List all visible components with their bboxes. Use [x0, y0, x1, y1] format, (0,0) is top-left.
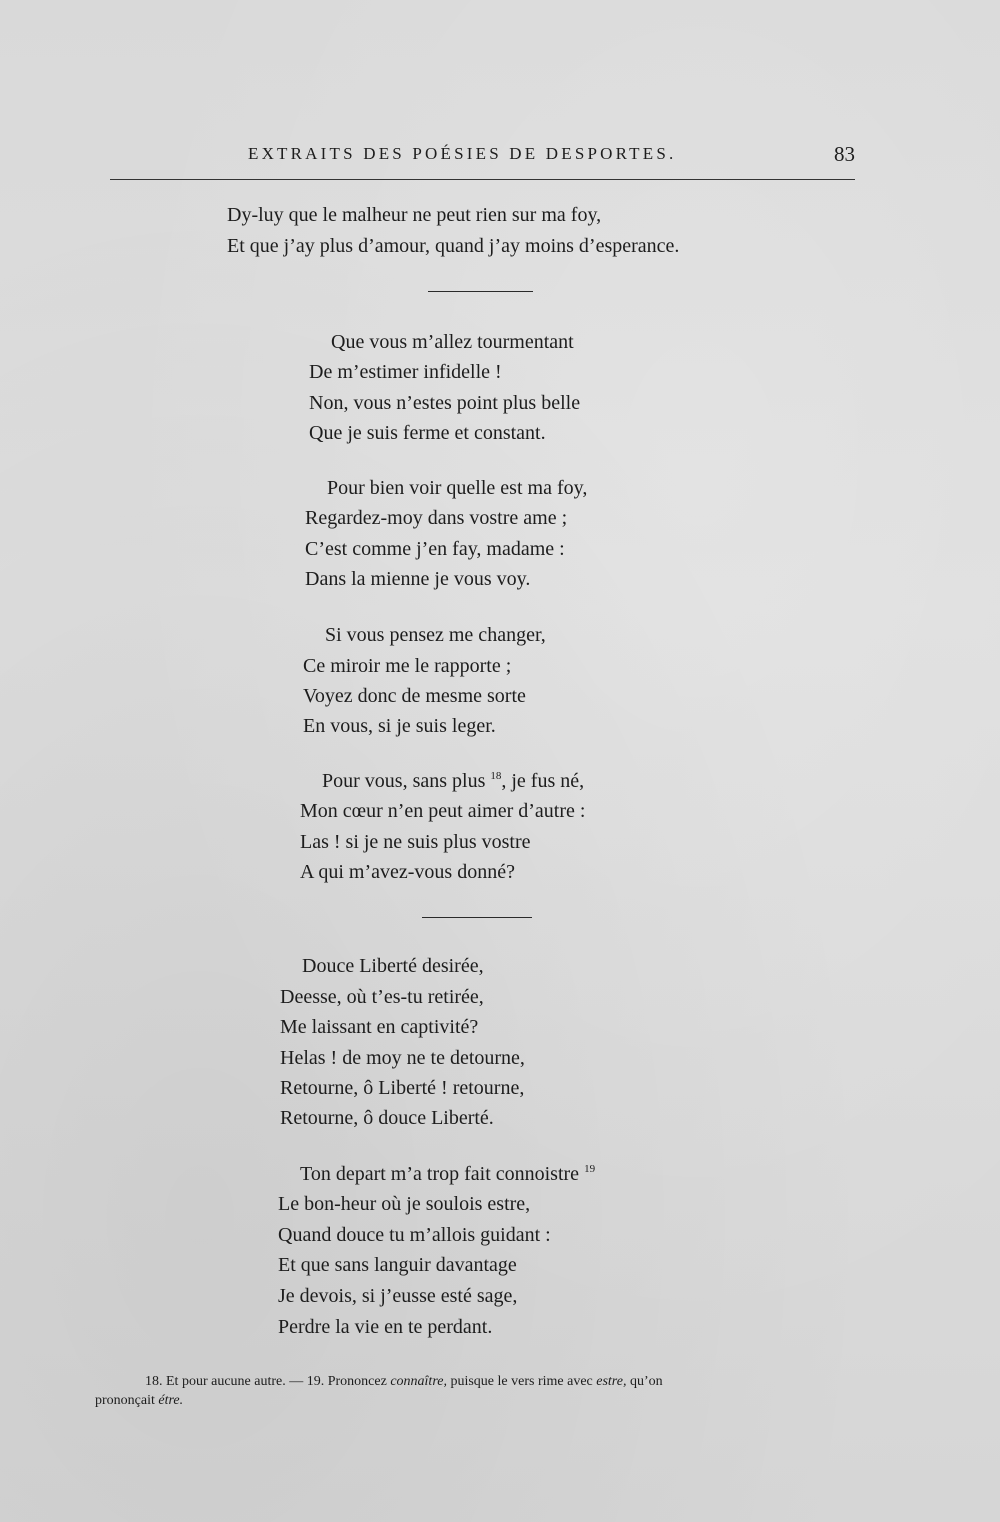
footnotes [95, 1372, 865, 1410]
verse-line: Retourne, ô Liberté ! retourne, [280, 1077, 525, 1099]
verse-line: Deesse, où t’es-tu retirée, [280, 986, 484, 1008]
verse-line: Helas ! de moy ne te detourne, [280, 1047, 525, 1069]
verse-line: Mon cœur n’en peut aimer d’autre : [300, 800, 586, 822]
verse-text: , je fus né, [501, 770, 585, 792]
verse-line: Douce Liberté desirée, [302, 955, 484, 977]
verse-text: Pour vous, sans plus [322, 770, 486, 792]
footnote-text: prononçait [95, 1393, 155, 1408]
footnote-line [95, 1372, 865, 1391]
verse-line: Me laissant en captivité? [280, 1016, 479, 1038]
verse-line: Je devois, si j’eusse esté sage, [278, 1285, 518, 1307]
verse-line: Dy-luy que le malheur ne peut rien sur ma foy, [227, 204, 602, 226]
verse-line: Le bon-heur où je soulois estre, [278, 1193, 531, 1215]
verse-line: C’est comme j’en fay, madame : [305, 538, 565, 560]
verse-line: Voyez donc de mesme sorte [303, 685, 526, 707]
footnote-ref: 18 [490, 770, 502, 782]
footnote-italic: estre, [596, 1374, 627, 1389]
verse-line: Ce miroir me le rapporte ; [303, 655, 512, 677]
verse-line: Que vous m’allez tourmentant [331, 331, 574, 353]
page-number: 83 [834, 142, 855, 166]
footnote-italic: connaître, [390, 1374, 447, 1389]
verse-line: Et que j’ay plus d’amour, quand j’ay moins d’esperance. [227, 235, 680, 257]
verse-line: Que je suis ferme et constant. [309, 422, 546, 444]
verse-line: Dans la mienne je vous voy. [305, 568, 531, 590]
verse-line: En vous, si je suis leger. [303, 715, 496, 737]
verse-line: Si vous pensez me changer, [325, 624, 546, 646]
verse-text: Ton depart m’a trop fait connoistre [300, 1163, 580, 1185]
footnote-ref: 19 [584, 1163, 596, 1175]
verse-line: De m’estimer infidelle ! [309, 361, 502, 383]
running-title: EXTRAITS DES POÉSIES DE DESPORTES. [248, 144, 677, 163]
verse-line: Las ! si je ne suis plus vostre [300, 831, 531, 853]
verse-line: Quand douce tu m’allois guidant : [278, 1224, 551, 1246]
verse-line: Non, vous n’estes point plus belle [309, 392, 581, 414]
page-header [110, 140, 855, 176]
section-separator [422, 917, 532, 918]
verse-line [300, 1162, 595, 1186]
verse-line [322, 769, 584, 793]
footnote-text: puisque le vers rime avec [450, 1374, 593, 1389]
header-rule [110, 179, 855, 180]
footnote-italic: étre. [158, 1393, 184, 1408]
verse-line: Pour bien voir quelle est ma foy, [327, 477, 588, 499]
footnote-19: 19. Prononcez [306, 1374, 387, 1389]
footnote-18: 18. Et pour aucune autre. — [145, 1374, 304, 1389]
verse-line: Retourne, ô douce Liberté. [280, 1107, 494, 1129]
footnote-line [95, 1391, 865, 1410]
verse-line: Regardez-moy dans vostre ame ; [305, 507, 568, 529]
footnote-text: qu’on [629, 1374, 663, 1389]
verse-line: Et que sans languir davantage [278, 1254, 517, 1276]
verse-line: Perdre la vie en te perdant. [278, 1316, 493, 1338]
verse-line: A qui m’avez-vous donné? [300, 861, 515, 883]
section-separator [428, 291, 533, 292]
